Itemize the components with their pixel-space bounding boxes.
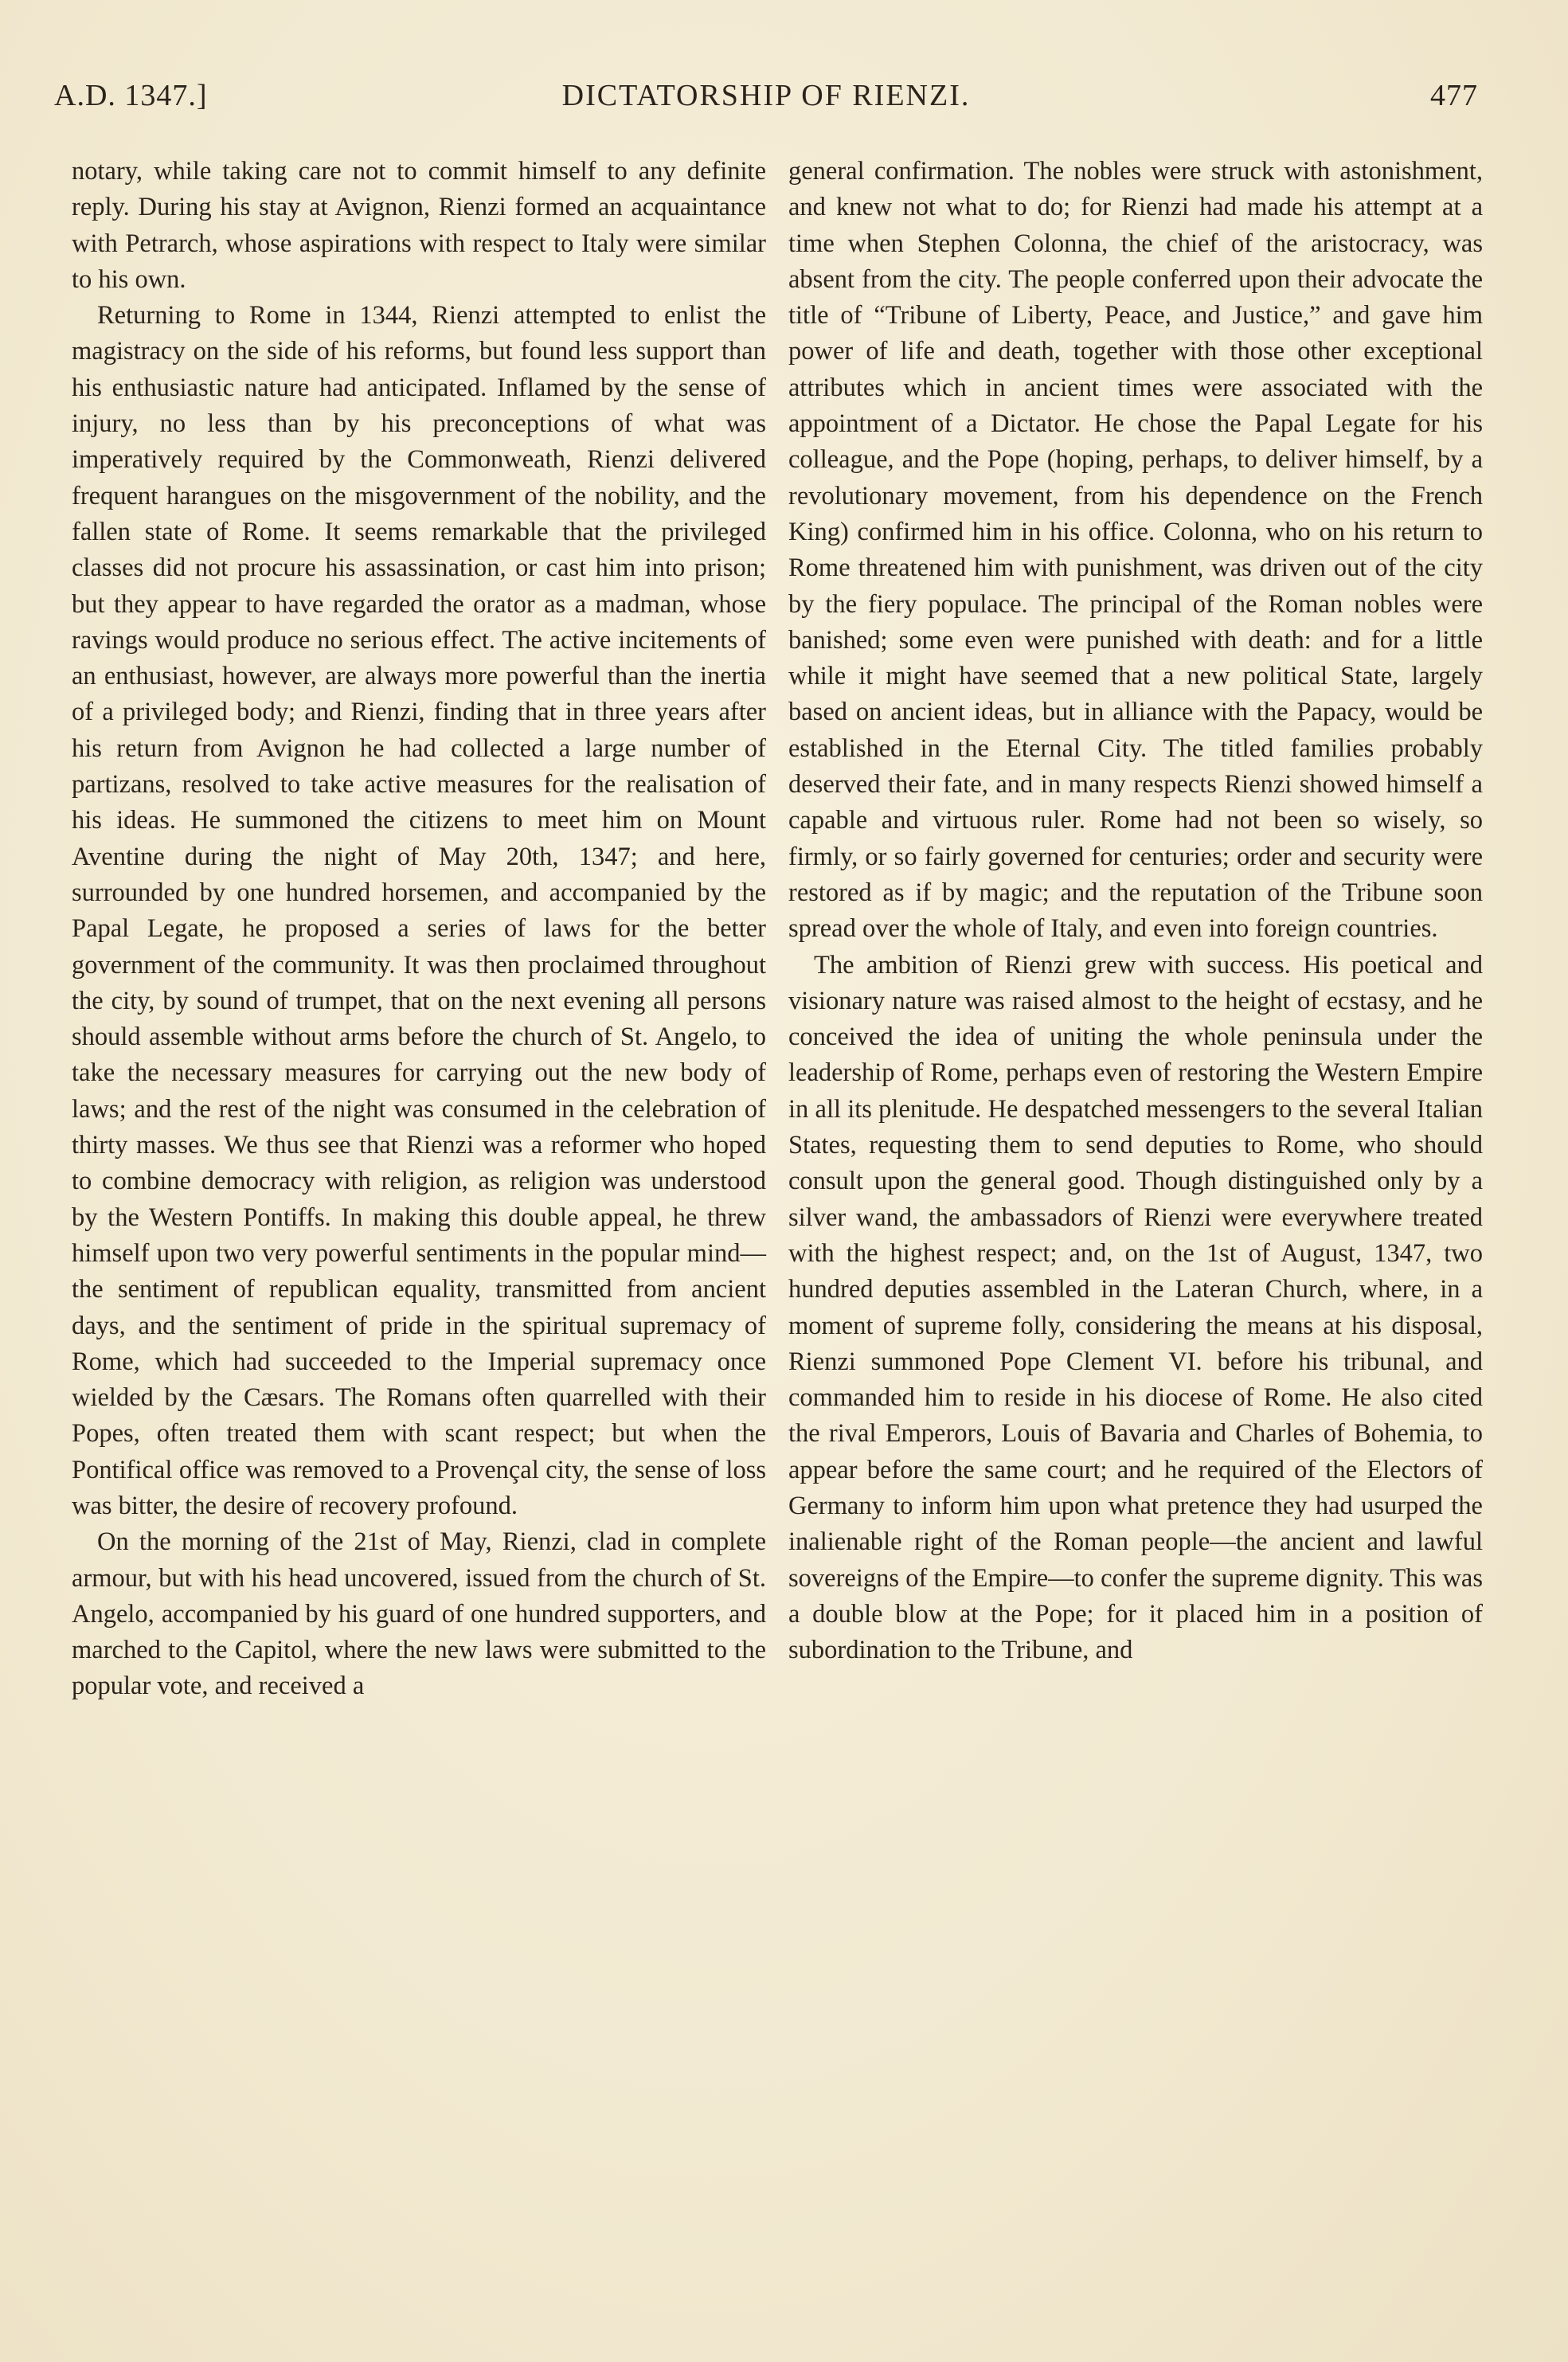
right-paragraph-2: The ambition of Rienzi grew with success. His poetical and visionary nature was raised almost to the height of ecstasy, and he conceived the idea of uniting the whole peninsula under the leadership of Rome, perhaps even of restoring the Western Empire in all its plenitude. He despatched messengers to the several Italian States, requesting them to send deputies to Rome, who should consult upon the general good. Though distinguished only by a silver wand, the ambassadors of Rienzi were everywhere treated with the highest respect; and, on the 1st of August, 1347, two hundred deputies assembled in the Lateran Church, where, in a moment of supreme folly, considering the means at his disposal, Rienzi summoned Pope Clement VI. before his tribunal, and commanded him to reside in his diocese of Rome. He also cited the rival Emperors, Louis of Bavaria and Charles of Bohemia, to appear before the same court; and he required of the Electors of Germany to inform him upon what pretence they had usurped the inalienable right of the Roman people—the ancient and lawful sovereigns of the Empire—to confer the supreme dignity. This was a double blow at the Pope; for it placed him in a position of subordination to the Tribune, and <box>788 950 1483 1665</box>
left-column <box>72 154 766 1705</box>
column-divider <box>769 143 770 2198</box>
left-paragraph-1: notary, while taking care not to commit himself to any definite reply. During his stay at Avignon, Rienzi formed an acquaintance with Petrarch, whose aspirations with respect to Italy were similar to his own. <box>72 157 766 294</box>
right-paragraph-1: general confirmation. The nobles were struck with astonishment, and knew not what to do; for Rienzi had made his attempt at a time when Stephen Colonna, the chief of the aristocracy, was absent from the city. The people conferred upon their advocate the title of “Tribune of Liberty, Peace, and Justice,” and gave him power of life and death, together with those other exceptional attributes which in ancient times were associated with the appointment of a Dictator. He chose the Papal Legate for his colleague, and the Pope (hoping, perhaps, to deliver himself, by a revolutionary movement, from his dependence on the French King) confirmed him in his office. Colonna, who on his return to Rome threatened him with punishment, was driven out of the city by the fiery populace. The principal of the Roman nobles were banished; some even were punished with death: and for a little while it might have seemed that a new political State, largely based on ancient ideas, but in alliance with the Papacy, would be established in the Eternal City. The titled families probably deserved their fate, and in many respects Rienzi showed himself a capable and virtuous ruler. Rome had not been so wisely, so firmly, or so fairly governed for centuries; order and security were restored as if by magic; and the reputation of the Tribune soon spread over the whole of Italy, and even into foreign countries. <box>788 157 1483 944</box>
header-date: A.D. 1347.] <box>54 79 208 112</box>
page-number: 477 <box>1430 79 1478 112</box>
header-title: DICTATORSHIP OF RIENZI. <box>561 79 971 112</box>
right-column <box>788 154 1483 1668</box>
left-paragraph-2: Returning to Rome in 1344, Rienzi attempted to enlist the magistracy on the side of his reforms, but found less support than his enthusiastic nature had anticipated. Inflamed by the sense of injury, no less than by his preconceptions of what was imperatively required by the Commonweath, Rienzi delivered frequent harangues on the misgovernment of the nobility, and the fallen state of Rome. It seems remarkable that the privileged classes did not procure his assassination, or cast him into prison; but they appear to have regarded the orator as a madman, whose ravings would produce no serious effect. The active incitements of an enthusiast, however, are always more powerful than the inertia of a privileged body; and Rienzi, finding that in three years after his return from Avignon he had collected a large number of partizans, resolved to take active measures for the realisation of his ideas. He summoned the citizens to meet him on Mount Aventine during the night of May 20th, 1347; and here, surrounded by one hundred horsemen, and accompanied by the Papal Legate, he proposed a series of laws for the better government of the community. It was then proclaimed throughout the city, by sound of trumpet, that on the next evening all persons should assemble without arms before the church of St. Angelo, to take the necessary measures for carrying out the new body of laws; and the rest of the night was consumed in the celebration of thirty masses. We thus see that Rienzi was a reformer who hoped to combine democracy with religion, as religion was understood by the Western Pontiffs. In making this double appeal, he threw himself upon two very powerful sentiments in the popular mind—the sentiment of republican equality, transmitted from ancient days, and the sentiment of pride in the spiritual supremacy of Rome, which had succeeded to the Imperial supremacy once wielded by the Cæsars. The Romans often quarrelled with their Popes, often treated them with scant respect; but when the Pontifical office was removed to a Provençal city, the sense of loss was bitter, the desire of recovery profound. <box>72 301 766 1520</box>
left-paragraph-3: On the morning of the 21st of May, Rienzi, clad in complete armour, but with his head uncovered, issued from the church of St. Angelo, accompanied by his guard of one hundred supporters, and marched to the Capitol, where the new laws were submitted to the popular vote, and received a <box>72 1527 766 1701</box>
running-head <box>54 78 1478 118</box>
